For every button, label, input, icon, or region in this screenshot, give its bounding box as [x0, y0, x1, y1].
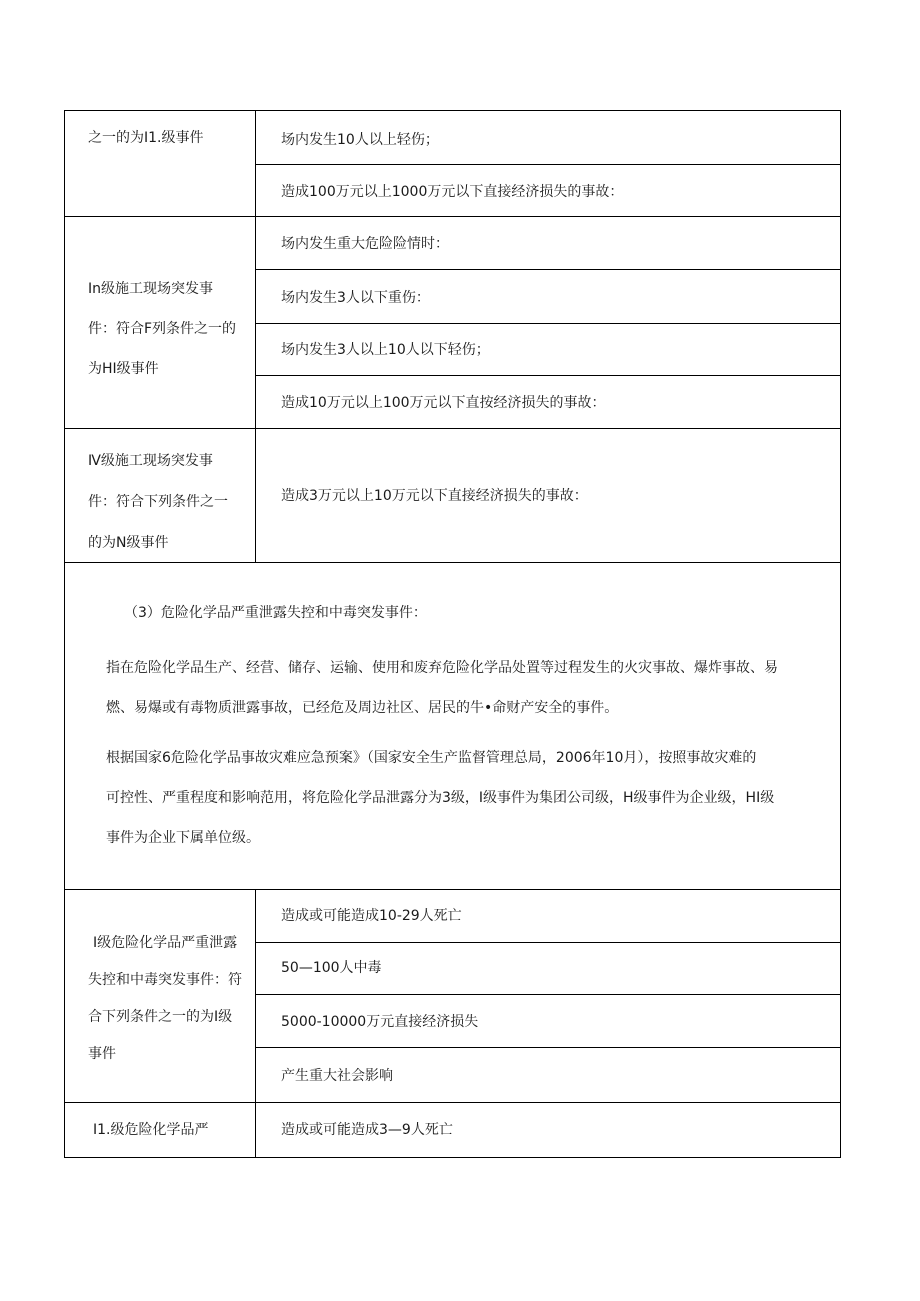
- condition-item: 50—100人中毒: [281, 960, 382, 976]
- row-divider: [255, 994, 841, 995]
- condition-item: 场内发生10人以上轻伤；: [281, 132, 439, 148]
- label-line: Ⅳ级施工现场突发事: [88, 453, 213, 469]
- condition-item: 造成10万元以上100万元以下直按经济损失的事故：: [281, 395, 606, 411]
- row-divider-full: [64, 889, 841, 890]
- row-divider-full: [64, 1102, 841, 1103]
- label-line: 事件: [88, 1046, 116, 1062]
- paragraph-line: 事件为企业下属单位级。: [106, 830, 260, 846]
- chem-level-label-2: I1.级危险化学品严: [93, 1122, 209, 1138]
- label-line: 失控和中毒突发事件：符: [88, 972, 242, 988]
- condition-item: 产生重大社会影响: [281, 1068, 393, 1084]
- condition-item: 造成或可能造成10-29人死亡: [281, 908, 462, 924]
- column-divider-top: [255, 110, 256, 562]
- condition-item: 造成100万元以上1000万元以下直接经济损失的事故：: [281, 184, 624, 200]
- paragraph-line: 可控性、严重程度和影响范用，将危险化学品泄露分为3级，I级事件为集团公司级，H级事件为企业级，HI级: [106, 790, 775, 806]
- row-divider: [255, 164, 841, 165]
- label-line: 件：符合F列条件之一的: [88, 321, 237, 337]
- label-line: 件：符合下列条件之一: [88, 494, 228, 510]
- row-divider-full: [64, 428, 841, 429]
- label-line: 合下列条件之一的为I级: [88, 1009, 233, 1025]
- chem-level-label-1: [88, 925, 254, 1073]
- level-label-3: [88, 269, 254, 389]
- row-divider-full: [64, 216, 841, 217]
- label-line: In级施工现场突发事: [88, 281, 214, 297]
- row-divider: [255, 375, 841, 376]
- condition-item: 造成3万元以上10万元以下直接经济损失的事故：: [281, 488, 588, 504]
- label-line: 为HI级事件: [88, 361, 159, 377]
- paragraph-line: 根据国家6危险化学品事故灾难应急预案》（国家安全生产监督管理总局，2006年10月），按照事故灾难的: [106, 750, 757, 766]
- row-divider: [255, 1047, 841, 1048]
- level-label-4: [88, 441, 254, 564]
- row-divider: [255, 269, 841, 270]
- row-divider: [255, 942, 841, 943]
- label-line: 的为N级事件: [88, 535, 169, 551]
- condition-item: 5000-10000万元直接经济损失: [281, 1014, 479, 1030]
- section-heading: （3）危险化学品严重泄露失控和中毒突发事件：: [124, 605, 427, 621]
- condition-item: 造成或可能造成3—9人死亡: [281, 1122, 453, 1138]
- level-label-1: 之一的为I1.级事件: [88, 130, 204, 146]
- condition-item: 场内发生3人以下重伤：: [281, 290, 430, 306]
- condition-item: 场内发生重大危险险情时：: [281, 236, 449, 252]
- row-divider: [255, 323, 841, 324]
- column-divider-bottom: [255, 889, 256, 1158]
- label-line: I级危险化学品严重泄露: [93, 935, 238, 951]
- paragraph-line: 燃、易爆或有毒物质泄露事故，已经危及周边社区、居民的牛•命财产安全的事件。: [106, 700, 619, 716]
- condition-item: 场内发生3人以上10人以下轻伤；: [281, 342, 490, 358]
- paragraph-line: 指在危险化学品生产、经营、储存、运输、使用和废弃危险化学品处置等过程发生的火灾事故、爆炸事故、易: [106, 660, 778, 676]
